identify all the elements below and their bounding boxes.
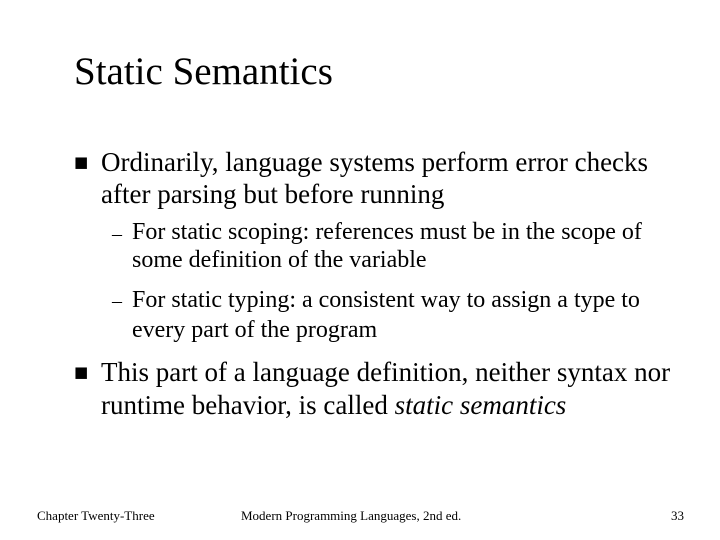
sub-bullet-text: For static typing: a consistent way to assign a type to every part of the program — [132, 287, 640, 343]
bullet-text-emphasis: static semantics — [394, 390, 567, 420]
square-bullet-icon: ■ — [74, 153, 89, 171]
bullet-text-plain: This part of a language definition, neither syntax nor runtime behavior, is called — [101, 357, 671, 420]
footer-page-number: 33 — [671, 508, 684, 523]
sub-bullet-text: For static scoping: references must be in the scope of some definition of the variable — [132, 219, 642, 273]
dash-bullet-icon: – — [112, 290, 122, 312]
bullet-text: Ordinarily, language systems perform error checks after parsing but before running — [101, 147, 649, 209]
bullet-text — [101, 356, 691, 422]
footer-book-title: Modern Programming Languages, 2nd ed. — [241, 508, 462, 523]
slide-title: Static Semantics — [74, 50, 333, 93]
square-bullet-icon: ■ — [74, 363, 89, 381]
dash-bullet-icon: – — [112, 223, 122, 245]
footer-chapter: Chapter Twenty-Three — [37, 508, 155, 523]
